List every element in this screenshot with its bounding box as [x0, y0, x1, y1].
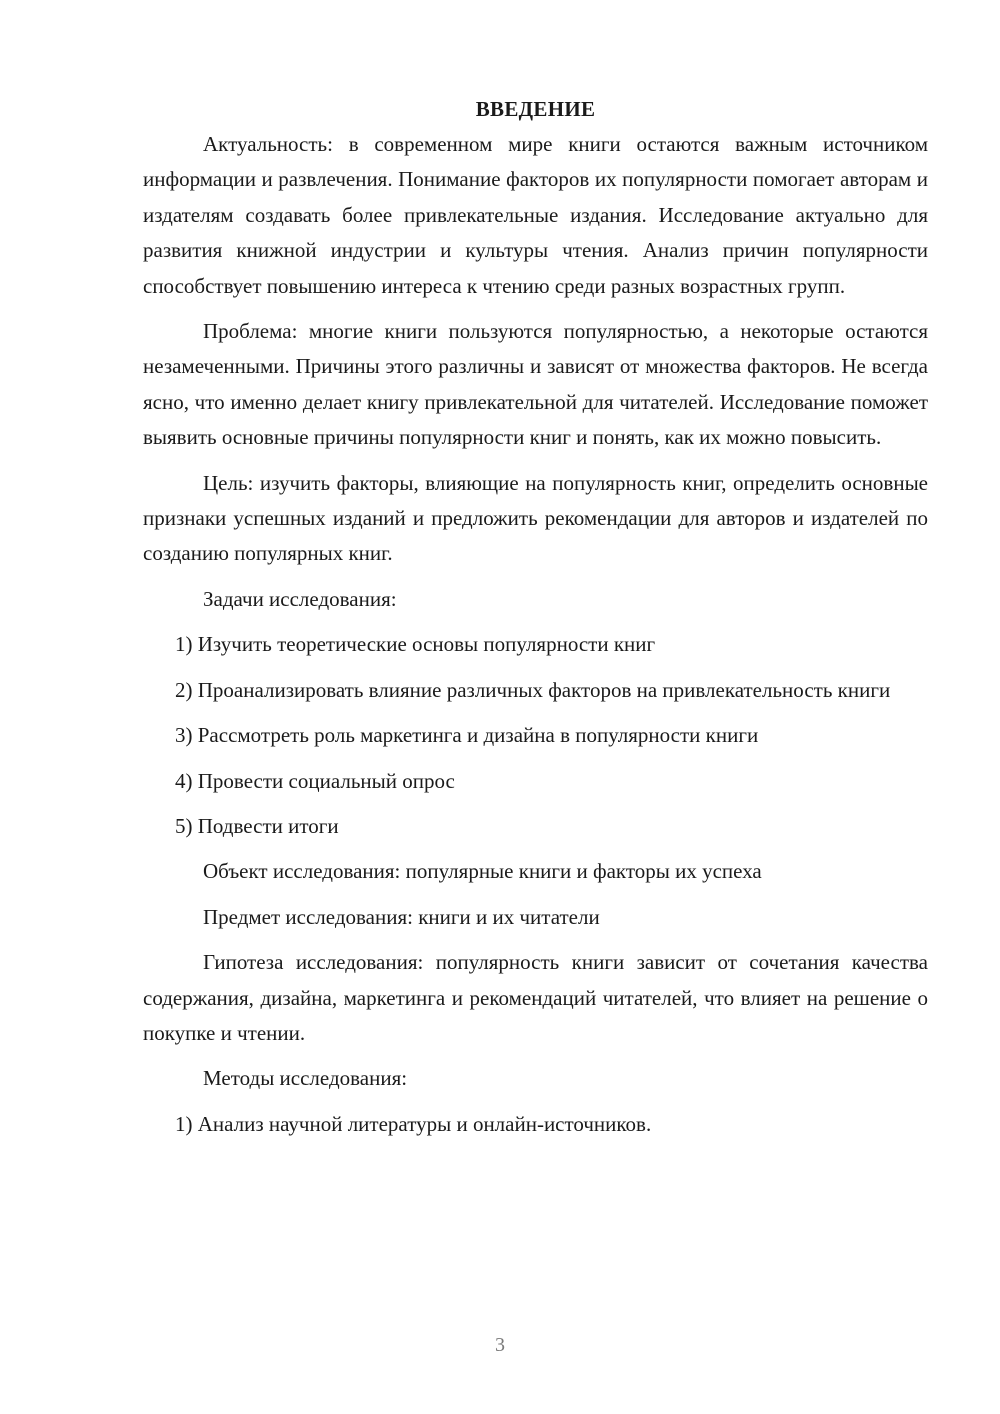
- goal-paragraph: Цель: изучить факторы, влияющие на популярность книг, определить основные признаки успешных изданий и предложить рекомендации для авторов и издателей по созданию популярных книг.: [143, 470, 928, 566]
- task-item-2: 2) Проанализировать влияние различных факторов на привлекательность книги: [175, 677, 891, 702]
- hypothesis-paragraph: Гипотеза исследования: популярность книги зависит от сочетания качества содержания, дизайна, маркетинга и рекомендаций читателей, что влияет на решение о покупке и чтении.: [143, 950, 928, 1045]
- relevance-paragraph: Актуальность: в современном мире книги остаются важным источником информации и развлечения. Понимание факторов их популярности помогает авторам и издателям создавать более привлекательные издания. Исследование актуально для развития книжной индустрии и культуры чтения. Анализ причин популярности способствует повышению интереса к чтению среди разных возрастных групп.: [143, 132, 928, 298]
- problem-paragraph: Проблема: многие книги пользуются популярностью, а некоторые остаются незамеченными. Причины этого различны и зависят от множества факторов. Не всегда ясно, что именно делает книгу привлекательной для читателей. Исследование поможет выявить основные причины популярности книг и понять, как их можно повысить.: [143, 319, 928, 450]
- research-subject: Предмет исследования: книги и их читатели: [203, 904, 600, 929]
- methods-heading: Методы исследования:: [203, 1066, 408, 1091]
- task-item-4: 4) Провести социальный опрос: [175, 768, 455, 793]
- page-number: 3: [495, 1334, 505, 1356]
- task-item-5: 5) Подвести итоги: [175, 813, 339, 838]
- document-page: [143, 92, 928, 1152]
- task-item-1: 1) Изучить теоретические основы популярности книг: [175, 632, 656, 657]
- method-item-1: 1) Анализ научной литературы и онлайн-источников.: [175, 1111, 652, 1136]
- task-item-3: 3) Рассмотреть роль маркетинга и дизайна в популярности книги: [175, 723, 759, 748]
- tasks-heading: Задачи исследования:: [203, 586, 397, 611]
- section-heading: ВВЕДЕНИЕ: [475, 97, 596, 121]
- research-object: Объект исследования: популярные книги и факторы их успеха: [203, 859, 762, 884]
